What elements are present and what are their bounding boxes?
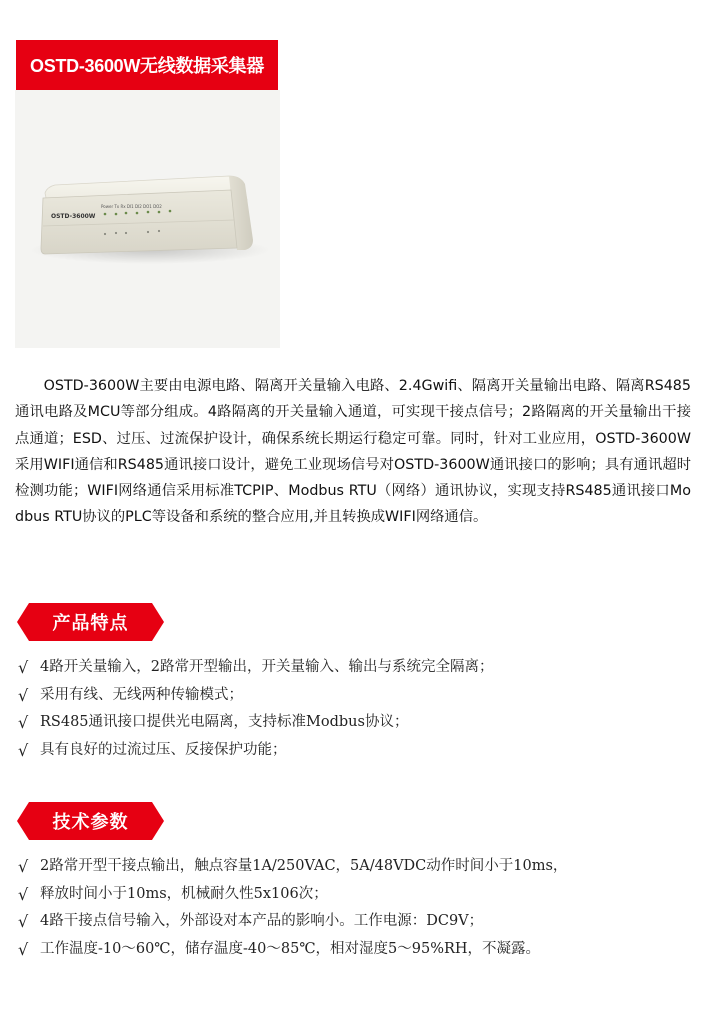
check-icon: √ bbox=[18, 884, 29, 904]
list-item-text: 释放时间小于10ms，机械耐久性5x106次； bbox=[40, 885, 328, 902]
panel-text: Power Tx Rx DI1 DI2 DO1 DO2 bbox=[101, 204, 162, 209]
check-icon: √ bbox=[18, 658, 29, 677]
check-icon: √ bbox=[18, 713, 29, 732]
page-title: OSTD-3600W无线数据采集器 bbox=[16, 40, 278, 90]
check-icon: √ bbox=[18, 740, 29, 760]
list-item bbox=[18, 709, 493, 737]
list-item-text: 工作温度-10～60℃，储存温度-40～85℃，相对湿度5～95%RH，不凝露。 bbox=[40, 940, 541, 957]
list-item bbox=[18, 682, 493, 710]
list-item-text: RS485通讯接口提供光电隔离，支持标准Modbus协议； bbox=[40, 714, 409, 730]
list-item bbox=[18, 654, 493, 682]
specs-list bbox=[18, 853, 567, 963]
check-icon: √ bbox=[18, 912, 29, 931]
list-item bbox=[18, 737, 493, 765]
check-icon: √ bbox=[18, 685, 29, 705]
check-icon: √ bbox=[18, 939, 29, 959]
list-item-text: 2路常开型干接点输出，触点容量1A/250VAC，5A/48VDC动作时间小于10ms， bbox=[40, 858, 568, 874]
list-item-text: 采用有线、无线两种传输模式； bbox=[40, 686, 243, 703]
intro-paragraph: OSTD-3600W主要由电源电路、隔离开关量输入电路、2.4Gwifi、隔离开关量输出电路、隔离RS485通讯电路及MCU等部分组成。4路隔离的开关量输入通道，可实现干接点信号；2路隔离的开关量输出干接点通道；ESD、过压、过流保护设计，确保系统长期运行稳定可靠。同时，针对工业应用，OSTD-3600W采用WIFI通信和RS485通讯接口设计，避免工业现场信号对OSTD-3600W通讯接口的影响；具有通讯超时检测功能；WIFI网络通信采用标准TCPIP、Modbus RTU（网络）通讯协议，实现支持RS485通讯接口Modbus RTU协议的PLC等设备和系统的整合应用,并且转换成WIFI网络通信。 bbox=[15, 378, 691, 526]
list-item-text: 具有良好的过流过压、反接保护功能； bbox=[40, 741, 287, 758]
features-heading-label: 产品特点 bbox=[52, 613, 129, 634]
device-label: OSTD-3600W bbox=[51, 213, 96, 220]
specs-heading-label: 技术参数 bbox=[52, 812, 129, 833]
list-item bbox=[18, 908, 567, 936]
specs-heading bbox=[17, 802, 164, 840]
check-icon: √ bbox=[18, 857, 29, 876]
features-heading bbox=[17, 603, 164, 641]
list-item bbox=[18, 853, 567, 881]
list-item bbox=[18, 881, 567, 909]
features-list bbox=[18, 654, 493, 764]
list-item bbox=[18, 936, 567, 964]
list-item-text: 4路干接点信号输入，外部设对本产品的影响小。工作电源：DC9V； bbox=[40, 913, 484, 929]
list-item-text: 4路开关量输入，2路常开型输出，开关量输入、输出与系统完全隔离； bbox=[40, 659, 494, 675]
product-image bbox=[15, 90, 280, 348]
